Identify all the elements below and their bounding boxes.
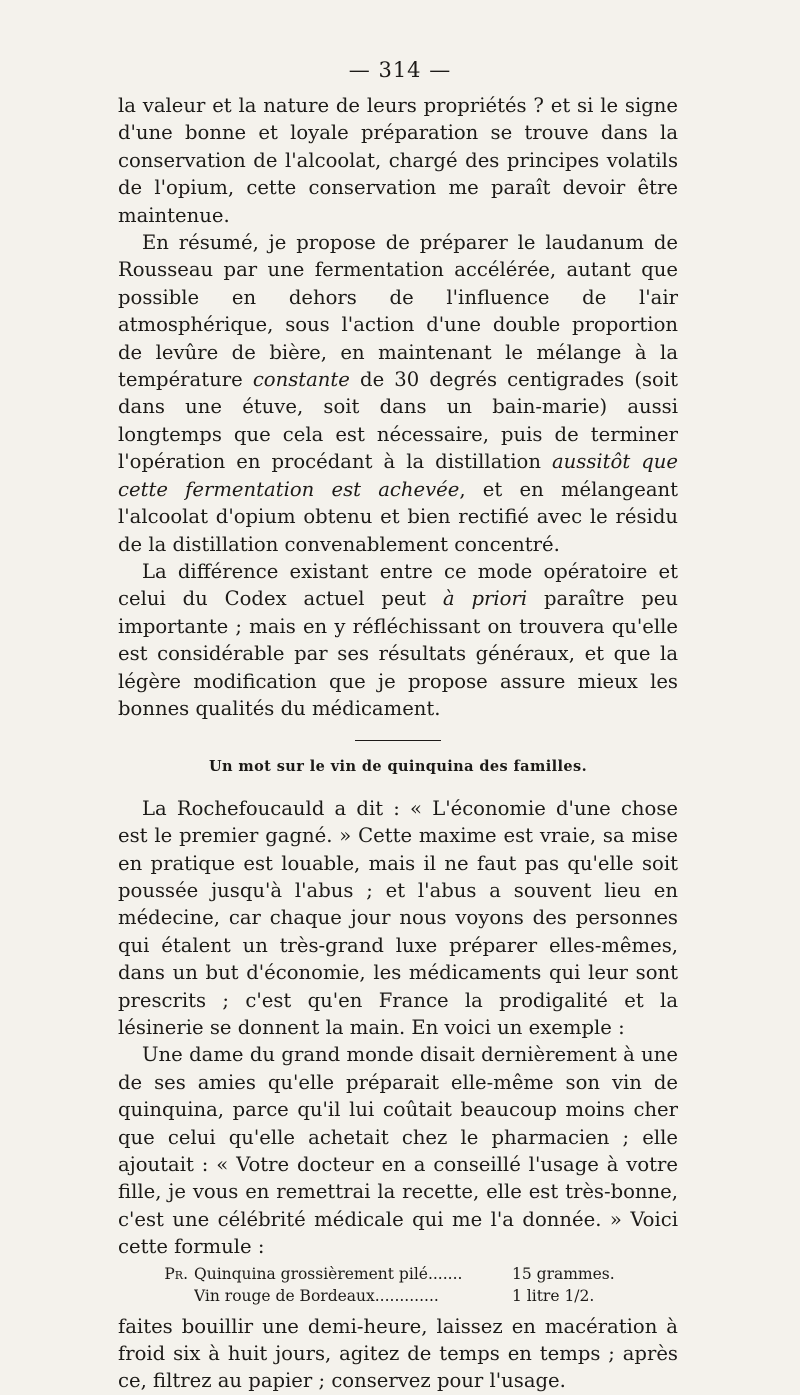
formula-row xyxy=(118,1285,678,1307)
italic-phrase: aussitôt que cette fermentation est achevée xyxy=(118,450,678,501)
formula-quantity: 15 grammes. xyxy=(512,1264,615,1283)
recipe-formula xyxy=(118,1263,678,1307)
formula-prefix: Pr. xyxy=(164,1264,188,1283)
paragraph-5: Une dame du grand monde disait dernièrement à une de ses amies qu'elle préparait elle-même son vin de quinquina, parce qu'il lui coûtait beaucoup moins cher que celui qu'elle achetait chez le pharmacien ; elle ajoutait : « Votre docteur en a conseillé l'usage à votre fille, je vous en remettrai la recette, elle est très-bonne, c'est une célébrité médicale qui me l'a donnée. » Voici cette formule : xyxy=(118,1043,678,1259)
section-title: Un mot sur le vin de quinquina des familles. xyxy=(208,758,588,776)
closing-paragraph: faites bouillir une demi-heure, laissez en macération à froid six à huit jours, agitez de temps en temps ; après ce, filtrez au papier ; conservez pour l'usage. xyxy=(118,1314,678,1393)
formula-ingredient: Vin rouge de Bordeaux............. xyxy=(194,1286,439,1305)
section-divider xyxy=(355,740,441,741)
formula-ingredient: Quinquina grossièrement pilé....... xyxy=(194,1264,463,1283)
paragraph-4: La Rochefoucauld a dit : « L'économie d'une chose est le premier gagné. » Cette maxime est vraie, sa mise en pratique est louable, mais il ne faut pas qu'elle soit poussée jusqu'à l'abus ; et l'abus a souvent lieu en médecine, car chaque jour nous voyons des personnes qui étalent un très-grand luxe préparer elles-mêmes, dans un but d'économie, les médicaments qui leur sont prescrits ; c'est qu'en France la prodigalité et la lésinerie se donnent la main. En voici un exemple : xyxy=(118,796,678,1039)
paragraph-1: la valeur et la nature de leurs propriétés ? et si le signe d'une bonne et loyale préparation se trouve dans la conservation de l'alcoolat, chargé des principes volatils de l'opium, cette conservation me paraît devoir être maintenue. xyxy=(118,94,678,227)
text-block xyxy=(118,92,678,1395)
italic-phrase: à priori xyxy=(442,587,528,611)
formula-quantity: 1 litre 1/2. xyxy=(512,1286,595,1305)
italic-phrase: constante xyxy=(252,368,350,392)
formula-row xyxy=(118,1263,678,1285)
paragraph-2: En résumé, je propose de préparer le laudanum de Rousseau par une fermentation accélérée, autant que possible en dehors de l'influence de l'air atmosphérique, sous l'action d'une double proportion de levûre de bière, en maintenant le mélange à la température constante de 30 degrés centigrades (soit dans une étuve, soit dans un bain-marie) aussi longtemps que cela est nécessaire, puis de terminer l'opération en procédant à la distillation aussitôt que cette fermentation est achevée, et en mélangeant l'alcoolat d'opium obtenu et bien rectifié avec le résidu de la distillation convenablement concentré. xyxy=(118,231,678,556)
page-number: — 314 — xyxy=(348,58,452,82)
paragraph-3: La différence existant entre ce mode opératoire et celui du Codex actuel peut à priori paraître peu importante ; mais en y réfléchissant on trouvera qu'elle est considérable par ses résultats généraux, et que la légère modification que je propose assure mieux les bonnes qualités du médicament. xyxy=(118,559,678,720)
